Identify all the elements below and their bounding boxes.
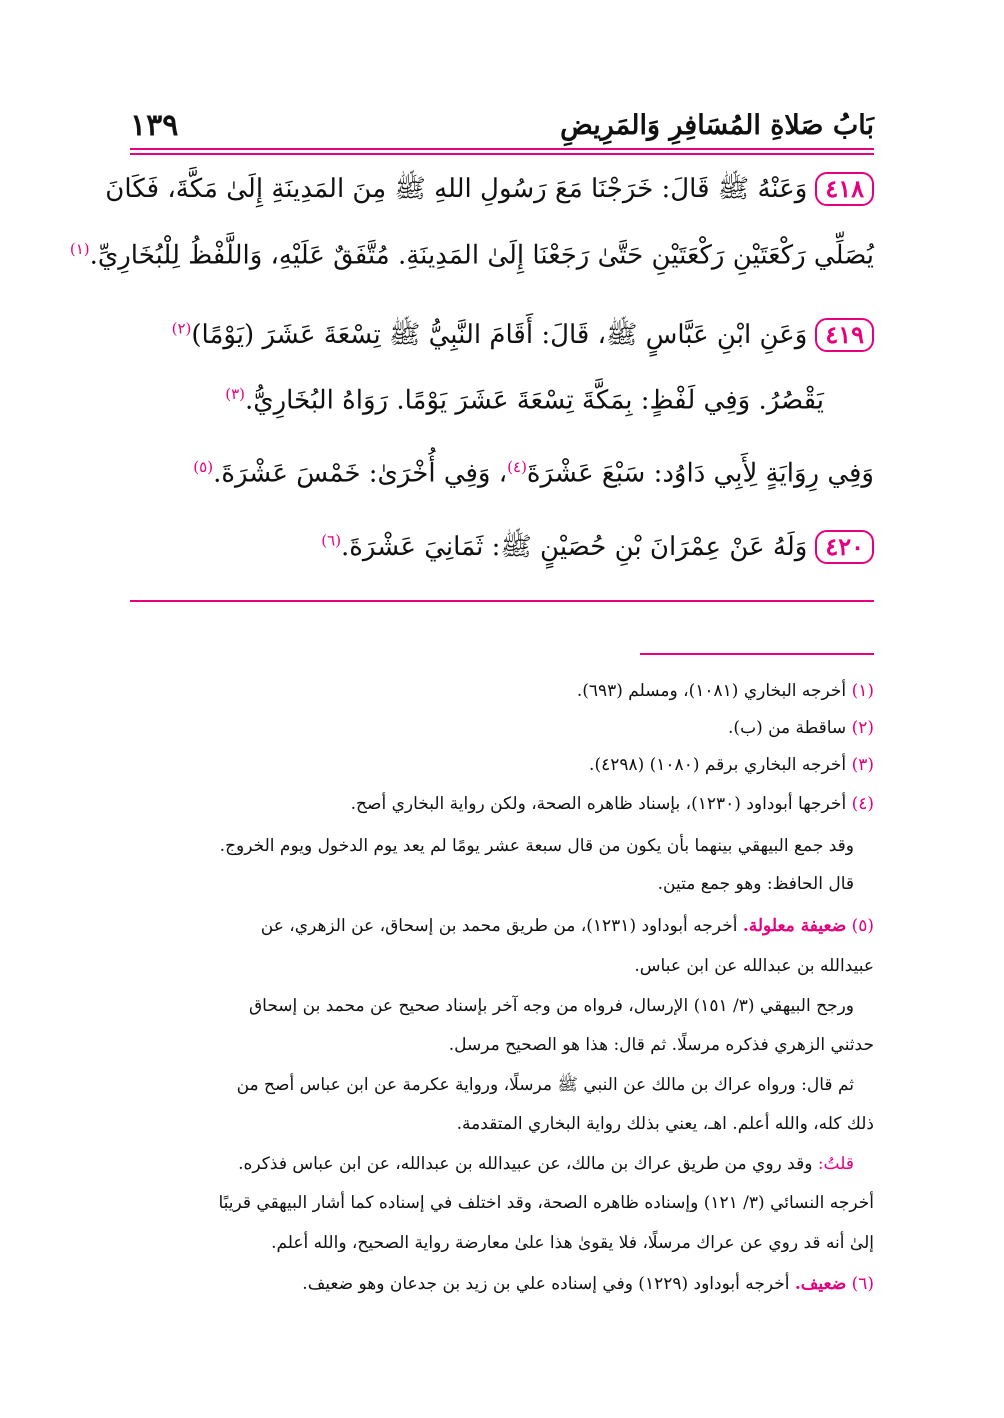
hadith-text: وَعَنْهُ ﷺ قَالَ: خَرَجْنَا مَعَ رَسُولِ اللهِ ﷺ مِنَ المَدِينَةِ إِلَىٰ مَكَّةَ، فَكَانَ <box>105 174 808 204</box>
header-rule-top <box>130 148 874 150</box>
hadith-text: يُصَلِّي رَكْعَتَيْنِ رَكْعَتَيْنِ حَتَّىٰ رَجَعْنَا إِلَىٰ المَدِينَةِ. مُتَّفَقٌ عَلَيْهِ، وَاللَّفْظُ لِلْبُخَارِيِّ. <box>89 240 874 271</box>
footnote-4-para-2: وقد جمع البيهقي بينهما بأن يكون من قال سبعة عشر يومًا لم يعد يوم الدخول ويوم الخروج. <box>219 836 854 856</box>
footnote-ref: (٦) <box>321 531 342 550</box>
hadith-418-line-1 <box>105 172 874 206</box>
hadith-418-line-2 <box>69 240 874 272</box>
footnote-5-cont: عبيدالله بن عبدالله عن ابن عباس. <box>634 956 874 976</box>
footnote-5-para-4c: إلىٰ أنه قد روي عن عراك مرسلًا، فلا يقوىٰ هذا علىٰ معارضة رواية الصحيح، والله أعلم. <box>271 1233 874 1253</box>
footnote-2 <box>130 717 874 739</box>
footnote-6 <box>130 1273 874 1295</box>
footnote-text: وقد روي من طريق عراك بن مالك، عن عبيدالله بن عبدالله، عن ابن عباس فذكره. <box>238 1154 813 1174</box>
footnote-4 <box>130 793 874 815</box>
hadith-419-line-2 <box>130 385 824 417</box>
footnote-ref: (٣) <box>225 385 246 403</box>
footnote-number: (٤) <box>851 794 874 814</box>
text-end-rule <box>130 600 874 602</box>
hadith-text: ، وَفِي أُخْرَىٰ: خَمْسَ عَشْرَةَ. <box>213 458 508 489</box>
hadith-419-line-1 <box>130 318 874 352</box>
hadith-number-badge: ٤١٨ <box>815 172 874 206</box>
hadith-text: وَعَنِ ابْنِ عَبَّاسٍ ﷺ، قَالَ: أَقَامَ النَّبِيُّ ﷺ تِسْعَةَ عَشَرَ (يَوْمًا) <box>191 320 808 350</box>
footnote-text: ساقطة من (ب). <box>728 718 847 738</box>
grade-label: ضعيفة معلولة. <box>742 916 847 936</box>
footnote-text: أخرجها أبوداود (١٢٣٠)، بإسناد ظاهره الصحة، ولكن رواية البخاري أصح. <box>350 794 847 814</box>
footnote-5-para-3b: ذلك كله، والله أعلم. اهـ، يعني بذلك رواية البخاري المتقدمة. <box>456 1114 874 1134</box>
footnote-5-para-3a: ثم قال: ورواه عراك بن مالك عن النبي ﷺ مرسلًا، ورواية عكرمة عن ابن عباس أصح من <box>236 1075 854 1095</box>
footnote-5-para-2a: ورجح البيهقي (٣/ ١٥١) الإرسال، فرواه من وجه آخر بإسناد صحيح عن محمد بن إسحاق <box>248 996 854 1016</box>
footnote-number: (٦) <box>851 1274 874 1294</box>
page-number: ١٣٩ <box>130 108 179 143</box>
footnote-text: أخرجه أبوداود (١٢٣١)، من طريق محمد بن إسحاق، عن الزهري، عن <box>260 916 738 936</box>
footnote-number: (٣) <box>851 755 874 775</box>
footnote-5-para-4a <box>130 1153 854 1175</box>
hadith-number-badge: ٤١٩ <box>815 318 874 352</box>
remark-label: قلتُ: <box>817 1154 854 1174</box>
footnote-1 <box>130 680 874 702</box>
footnote-text: أخرجه البخاري برقم (١٠٨٠) (٤٢٩٨). <box>589 755 847 775</box>
footnote-3 <box>130 754 874 776</box>
page-header <box>130 108 874 148</box>
footnote-ref: (٥) <box>193 458 214 476</box>
footnote-5 <box>130 915 874 937</box>
footnote-5-para-4b: أخرجه النسائي (٣/ ١٢١) وإسناده ظاهره الصحة، وقد اختلف في إسناده كما أشار البيهقي قريبًا <box>218 1193 874 1213</box>
footnote-number: (١) <box>851 681 874 701</box>
hadith-419-line-3 <box>130 458 874 490</box>
footnote-text: أخرجه البخاري (١٠٨١)، ومسلم (٦٩٣). <box>576 681 847 701</box>
header-rule-bottom <box>130 153 874 155</box>
footnote-separator <box>640 653 874 655</box>
hadith-text: وَفِي رِوَايَةٍ لِأَبِي دَاوُد: سَبْعَ عَشْرَةَ <box>526 458 874 489</box>
footnote-number: (٥) <box>851 916 874 936</box>
footnote-5-para-2b: حدثني الزهري فذكره مرسلًا. ثم قال: هذا هو الصحيح مرسل. <box>448 1035 874 1055</box>
footnote-4-para-3: قال الحافظ: وهو جمع متين. <box>657 874 854 894</box>
footnote-ref: (١) <box>69 240 90 258</box>
footnote-ref: (٤) <box>507 458 527 476</box>
grade-label: ضعيف. <box>794 1274 847 1294</box>
hadith-420-line-1 <box>130 530 874 564</box>
hadith-text: يَقْصُرُ. وَفِي لَفْظٍ: بِمَكَّةَ تِسْعَةَ عَشَرَ يَوْمًا. رَوَاهُ البُخَارِيُّ. <box>245 385 824 416</box>
chapter-title: بَابُ صَلاةِ المُسَافِرِ وَالمَرِيضِ <box>560 110 874 141</box>
hadith-text: وَلَهُ عَنْ عِمْرَانَ بْنِ حُصَيْنٍ ﷺ: ثَمَانِيَ عَشْرَةَ. <box>341 532 808 562</box>
hadith-number-badge: ٤٢٠ <box>815 530 874 564</box>
footnote-text: أخرجه أبوداود (١٢٢٩) وفي إسناده علي بن زيد بن جدعان وهو ضعيف. <box>302 1274 790 1294</box>
footnote-number: (٢) <box>851 718 874 738</box>
footnote-ref: (٢) <box>171 319 192 338</box>
